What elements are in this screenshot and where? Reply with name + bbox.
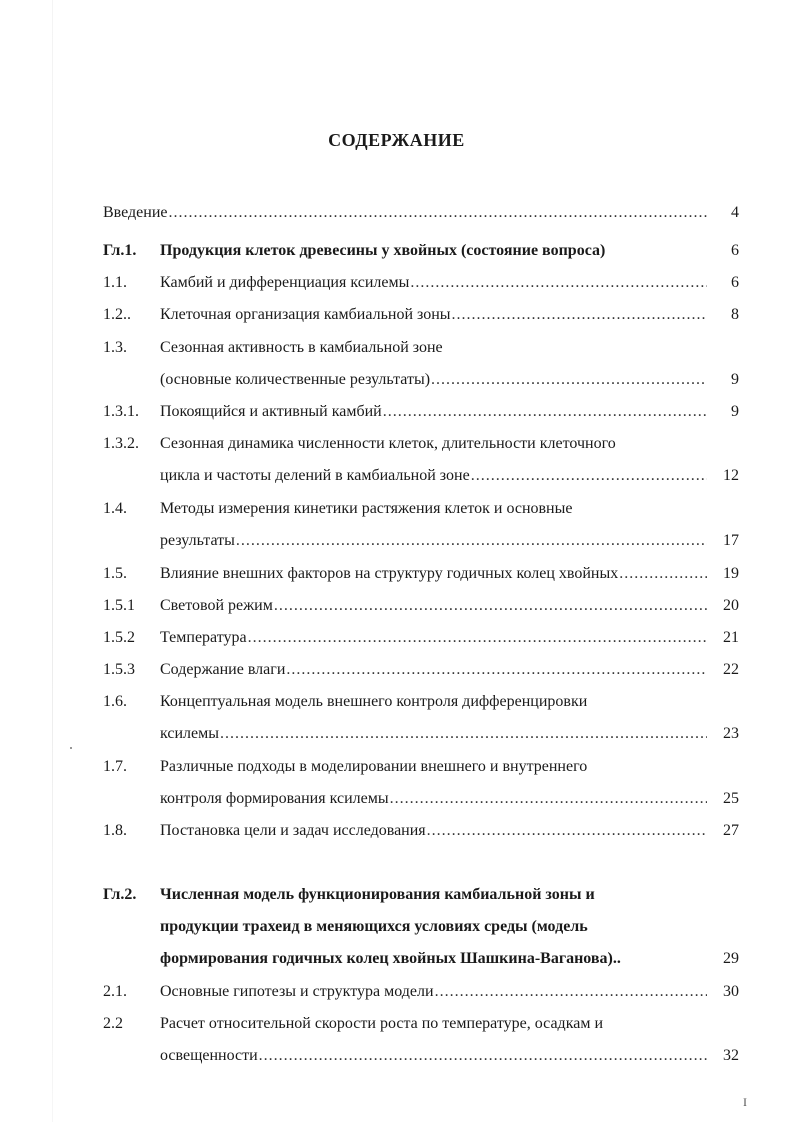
dot-leader: [410, 272, 707, 294]
toc-entry-title: Введение: [103, 204, 168, 221]
toc-entry-number: 1.6.: [103, 693, 127, 710]
toc-entry-number: 1.2..: [103, 306, 131, 323]
toc-entry: [0, 401, 793, 423]
toc-entry-number: Гл.2.: [103, 886, 137, 903]
dot-leader: [220, 723, 707, 745]
toc-entry: [0, 240, 793, 262]
toc-entry-title: освещенности: [160, 1047, 258, 1064]
toc-entry-number: 1.5.2: [103, 629, 135, 646]
dot-leader: [274, 595, 707, 617]
toc-entry-title: ксилемы: [160, 725, 219, 742]
toc-entry-title: формирования годичных колец хвойных Шашкина-Ваганова)..: [160, 950, 621, 967]
toc-entry: [0, 433, 793, 455]
toc-entry: [0, 595, 793, 617]
toc-entry-title: Численная модель функционирования камбиальной зоны и: [160, 886, 595, 903]
toc-entry-page: 32: [723, 1047, 739, 1064]
toc-entry-number: 1.5.3: [103, 661, 135, 678]
toc-entry-number: 1.7.: [103, 758, 127, 775]
toc-entry-title: Концептуальная модель внешнего контроля дифференцировки: [160, 693, 588, 710]
dot-leader: [390, 788, 707, 810]
dot-leader: [619, 563, 707, 585]
toc-entry-title: Камбий и дифференциация ксилемы: [160, 274, 410, 291]
dot-leader: [427, 820, 707, 842]
toc-entry-number: 1.3.: [103, 339, 127, 356]
dot-leader: [452, 304, 707, 326]
toc-entry-title: Температура: [160, 629, 247, 646]
toc-entry-title: Методы измерения кинетики растяжения клеток и основные: [160, 500, 573, 517]
toc-entry: [0, 369, 793, 391]
dot-leader: [383, 401, 707, 423]
toc-entry-number: 1.5.1: [103, 597, 135, 614]
page-number: I: [743, 1095, 747, 1109]
toc-entry: [0, 530, 793, 552]
toc-entry: [0, 563, 793, 585]
toc-entry-title: Покоящийся и активный камбий: [160, 403, 382, 420]
toc-entry-page: 23: [723, 725, 739, 742]
toc-entry-title: Расчет относительной скорости роста по температуре, осадкам и: [160, 1015, 604, 1032]
toc-entry-title: Основные гипотезы и структура модели: [160, 983, 434, 1000]
toc-entry-page: 25: [723, 790, 739, 807]
toc-entry-title: Сезонная активность в камбиальной зоне: [160, 339, 443, 356]
toc-entry-number: 1.3.2.: [103, 435, 139, 452]
toc-entry-number: 1.1.: [103, 274, 127, 291]
toc-entry: [0, 948, 793, 970]
toc-entry: [0, 981, 793, 1003]
toc-entry-page: 9: [731, 403, 739, 420]
toc-entry: [0, 884, 793, 906]
toc-entry: [0, 465, 793, 487]
toc-entry-title: Сезонная динамика численности клеток, длительности клеточного: [160, 435, 616, 452]
dot-leader: [248, 627, 707, 649]
toc-entry: [0, 202, 793, 224]
toc-entry-page: 27: [723, 822, 739, 839]
toc-entry-page: 30: [723, 983, 739, 1000]
dot-leader: [286, 659, 707, 681]
toc-entry-page: 9: [731, 371, 739, 388]
page-title: СОДЕРЖАНИЕ: [328, 130, 465, 150]
toc-entry: [0, 691, 793, 713]
toc-entry-page: 17: [723, 532, 739, 549]
toc-entry-title: контроля формирования ксилемы: [160, 790, 389, 807]
dot-leader: [431, 369, 707, 391]
dot-leader: [471, 465, 707, 487]
toc-entry-number: 1.4.: [103, 500, 127, 517]
toc-entry: [0, 627, 793, 649]
dot-leader: [435, 981, 707, 1003]
toc-entry: [0, 659, 793, 681]
toc-entry: [0, 1045, 793, 1067]
toc-entry: [0, 1013, 793, 1035]
toc-entry-number: 2.2: [103, 1015, 123, 1032]
toc-entry-page: 21: [723, 629, 739, 646]
toc-entry-page: 22: [723, 661, 739, 678]
toc-entry-number: 2.1.: [103, 983, 127, 1000]
toc-entry-title: (основные количественные результаты): [160, 371, 431, 388]
toc-entry: [0, 788, 793, 810]
scan-speck: [70, 747, 72, 749]
dot-leader: [169, 202, 708, 224]
toc-entry-number: 1.8.: [103, 822, 127, 839]
toc-entry: [0, 723, 793, 745]
toc-entry-number: 1.3.1.: [103, 403, 139, 420]
toc-entry-title: Содержание влаги: [160, 661, 286, 678]
toc-entry-title: Световой режим: [160, 597, 273, 614]
toc-entry-title: продукции трахеид в меняющихся условиях среды (модель: [160, 918, 588, 935]
toc-entry-page: 4: [731, 204, 739, 221]
toc-entry-page: 19: [723, 565, 739, 582]
toc-entry: [0, 820, 793, 842]
toc-entry-number: 1.5.: [103, 565, 127, 582]
toc-entry-title: Различные подходы в моделировании внешнего и внутреннего: [160, 758, 588, 775]
toc-entry-number: Гл.1.: [103, 242, 137, 259]
toc-entry-title: цикла и частоты делений в камбиальной зоне: [160, 467, 470, 484]
toc-entry: [0, 337, 793, 359]
toc-entry-page: 6: [731, 274, 739, 291]
toc-entry-title: Влияние внешних факторов на структуру годичных колец хвойных: [160, 565, 619, 582]
toc-entry-title: Клеточная организация камбиальной зоны: [160, 306, 451, 323]
toc-entry: [0, 498, 793, 520]
dot-leader: [259, 1045, 707, 1067]
toc-entry-page: 20: [723, 597, 739, 614]
toc-entry-page: 29: [723, 950, 739, 967]
toc-entry-page: 6: [731, 242, 739, 259]
toc-entry: [0, 272, 793, 294]
toc-entry-page: 8: [731, 306, 739, 323]
toc-entry-title: результаты: [160, 532, 235, 549]
toc-entry: [0, 756, 793, 778]
toc-entry: [0, 916, 793, 938]
toc-entry-title: Постановка цели и задач исследования: [160, 822, 426, 839]
toc-entry-page: 12: [723, 467, 739, 484]
toc-entry: [0, 304, 793, 326]
dot-leader: [236, 530, 707, 552]
toc-entry-title: Продукция клеток древесины у хвойных (состояние вопроса): [160, 242, 606, 259]
